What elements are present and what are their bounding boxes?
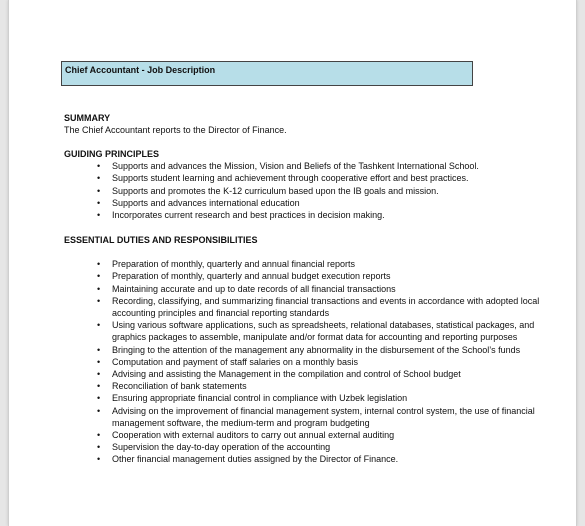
list-item: • Preparation of monthly, quarterly and annual budget execution reports (97, 271, 391, 282)
list-item: • Incorporates current research and best practices in decision making. (97, 210, 385, 221)
list-item: • Supports and promotes the K-12 curriculum based upon the IB goals and mission. (97, 185, 439, 196)
summary-section (64, 112, 544, 136)
bullet-icon: • (97, 454, 101, 465)
bullet-icon: • (97, 185, 101, 196)
list-item: • Reconciliation of bank statements (97, 381, 247, 392)
title-banner (61, 61, 473, 86)
list-item: • Advising and assisting the Management in the compilation and control of School budget (97, 369, 461, 380)
bullet-icon: • (97, 442, 101, 453)
bullet-icon: • (97, 405, 101, 416)
guiding-principles-section (64, 148, 544, 221)
list-item: • Using various software applications, such as spreadsheets, relational databases, statistical packages, and graphics packages to assemble, manipulate and/or format data for accounting and reporting purposes (97, 320, 535, 343)
bullet-icon: • (97, 430, 101, 441)
bullet-icon: • (97, 197, 101, 208)
summary-text: The Chief Accountant reports to the Director of Finance. (64, 125, 287, 136)
duties-section (64, 234, 544, 466)
list-item: • Advising on the improvement of financial management system, internal control system, the use of financial management software, the medium-term and program budgeting (97, 405, 535, 428)
bullet-icon: • (97, 344, 101, 355)
bullet-icon: • (97, 259, 101, 270)
guiding-principles-heading: GUIDING PRINCIPLES (64, 149, 160, 159)
summary-heading: SUMMARY (64, 113, 111, 123)
list-item: • Supports student learning and achievement through cooperative effort and best practices. (97, 173, 469, 184)
bullet-icon: • (97, 161, 101, 172)
list-item: • Cooperation with external auditors to carry out annual external auditing (97, 430, 395, 441)
list-item: • Computation and payment of staff salaries on a monthly basis (97, 356, 358, 367)
bullet-icon: • (97, 320, 101, 331)
document-page (8, 0, 577, 526)
bullet-icon: • (97, 393, 101, 404)
bullet-icon: • (97, 295, 101, 306)
list-item: • Supervision the day-to-day operation of the accounting (97, 442, 331, 453)
list-item: • Ensuring appropriate financial control in compliance with Uzbek legislation (97, 393, 408, 404)
guiding-principles-list (64, 160, 544, 221)
list-item: • Maintaining accurate and up to date records of all financial transactions (97, 283, 396, 294)
bullet-icon: • (97, 210, 101, 221)
duties-list (64, 258, 544, 465)
list-item: • Bringing to the attention of the management any abnormality in the disbursement of the School’s funds (97, 344, 521, 355)
duties-heading: ESSENTIAL DUTIES AND RESPONSIBILITIES (64, 235, 258, 245)
list-item: • Other financial management duties assigned by the Director of Finance. (97, 454, 399, 465)
list-item: • Recording, classifying, and summarizing financial transactions and events in accordance with adopted local accounting principles and financial reporting standards (97, 295, 540, 319)
bullet-icon: • (97, 173, 101, 184)
list-item: • Supports and advances the Mission, Vision and Beliefs of the Tashkent International School. (97, 161, 479, 172)
bullet-icon: • (97, 271, 101, 282)
bullet-icon: • (97, 369, 101, 380)
list-item: • Supports and advances international education (97, 197, 300, 208)
bullet-icon: • (97, 283, 101, 294)
bullet-icon: • (97, 381, 101, 392)
list-item: • Preparation of monthly, quarterly and annual financial reports (97, 259, 355, 270)
document-title: Chief Accountant - Job Description (65, 65, 216, 75)
bullet-icon: • (97, 356, 101, 367)
